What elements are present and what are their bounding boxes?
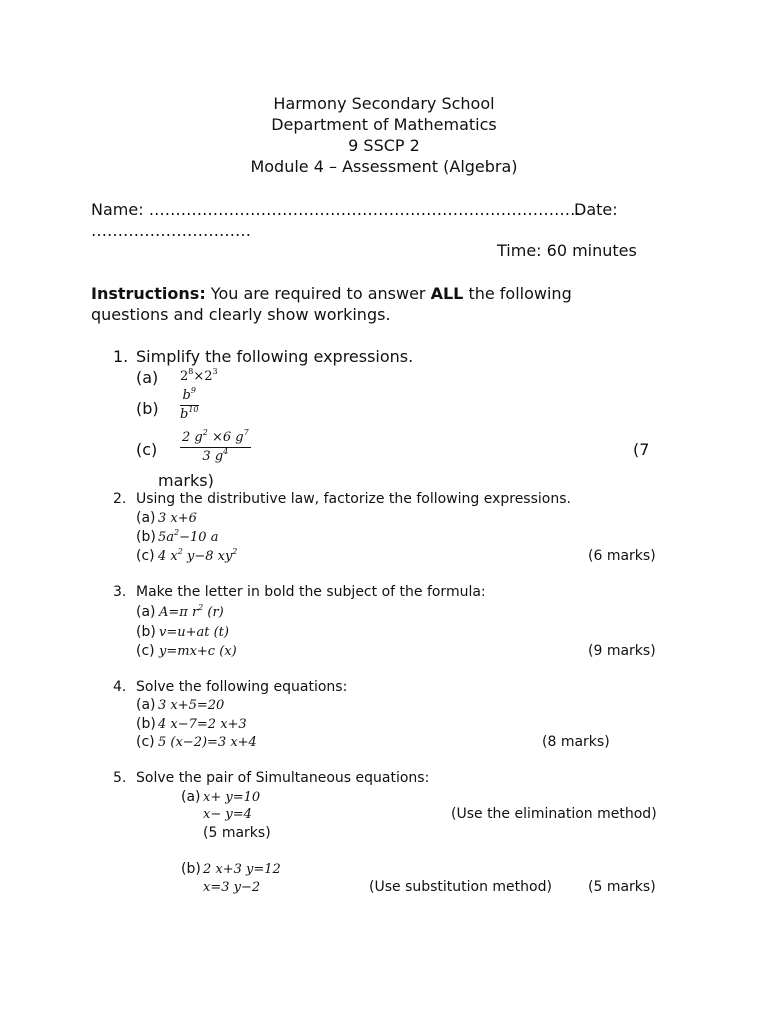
q5-a-label: (a) <box>181 789 201 805</box>
q3-number: 3. <box>113 584 127 600</box>
q4-a-label: (a) <box>136 697 156 713</box>
instructions-line2: questions and clearly show workings. <box>91 305 391 324</box>
date-label: Date: <box>574 200 618 219</box>
q2-marks: (6 marks) <box>588 548 656 564</box>
q5-number: 5. <box>113 770 127 786</box>
q3-b-expression: v=u+at (t) <box>159 625 229 640</box>
q1-c-label: (c) <box>136 440 158 459</box>
name-line <box>91 200 581 219</box>
q5-prompt: Solve the pair of Simultaneous equations: <box>136 770 430 786</box>
q5-a-equation-2: x− y=4 <box>203 807 252 822</box>
q1-a-expression: $2^8\times 2^3$ <box>180 367 218 384</box>
q1-prompt: Simplify the following expressions. <box>136 347 414 366</box>
class-name: 9 SSCP 2 <box>348 136 420 155</box>
q3-c-label: (c) <box>136 643 155 659</box>
q5-b-equation-2: x=3 y−2 <box>203 880 261 895</box>
q1-b-expression: $\frac{b^9}{b^{10}}$ <box>180 386 199 422</box>
q4-c-expression: 5 (x−2)=3 x+4 <box>158 735 257 750</box>
name-dots: ……………………………………………………………………… <box>148 200 581 219</box>
q2-b-expression: $5a^2-10$ a <box>158 528 219 545</box>
department-name: Department of Mathematics <box>271 115 497 134</box>
q4-marks: (8 marks) <box>542 734 610 750</box>
q1-b-label: (b) <box>136 399 159 418</box>
q4-a-expression: 3 x+5=20 <box>158 698 225 713</box>
q5-a-equation-1: x+ y=10 <box>203 790 261 805</box>
instructions-text-2: the following <box>463 284 572 303</box>
q5-b-marks: (5 marks) <box>588 879 656 895</box>
q2-b-label: (b) <box>136 529 156 545</box>
q3-a-expression: A=π $r^2$ (r) <box>159 603 224 620</box>
instructions-line1 <box>91 284 572 303</box>
q1-marks-open: (7 <box>633 440 650 459</box>
q4-prompt: Solve the following equations: <box>136 679 348 695</box>
time-allowed: Time: 60 minutes <box>497 241 637 260</box>
q2-number: 2. <box>113 491 127 507</box>
q4-b-label: (b) <box>136 716 156 732</box>
q5-b-equation-1: 2 x+3 y=12 <box>203 862 281 877</box>
q2-c-expression: 4 $x^2$ y−8 $xy^2$ <box>158 547 238 564</box>
instructions-text: You are required to answer <box>205 284 431 303</box>
q2-c-label: (c) <box>136 548 155 564</box>
q5-a-method: (Use the elimination method) <box>451 806 657 822</box>
q3-b-label: (b) <box>136 624 156 640</box>
q4-b-expression: 4 x−7=2 x+3 <box>158 717 247 732</box>
q1-number: 1. <box>113 347 129 366</box>
instructions-label: Instructions: <box>91 284 206 303</box>
q1-a-label: (a) <box>136 368 159 387</box>
q5-a-marks: (5 marks) <box>203 825 271 841</box>
instructions-all: ALL <box>430 284 464 303</box>
q2-a-expression: 3 x+6 <box>158 511 197 526</box>
school-name: Harmony Secondary School <box>273 94 495 113</box>
name-label: Name: <box>91 200 149 219</box>
q3-a-label: (a) <box>136 604 156 620</box>
q2-a-label: (a) <box>136 510 156 526</box>
q1-c-expression: $\frac{2 g^2 \times 6 g^7}{3 g^4}$ <box>182 428 249 464</box>
q4-number: 4. <box>113 679 127 695</box>
q2-prompt: Using the distributive law, factorize the following expressions. <box>136 491 571 507</box>
date-dots: ………………………… <box>91 221 251 240</box>
q5-b-method: (Use substitution method) <box>369 879 552 895</box>
q1-marks-close: marks) <box>158 471 214 490</box>
q5-b-label: (b) <box>181 861 201 877</box>
q3-prompt: Make the letter in bold the subject of the formula: <box>136 584 486 600</box>
module-title: Module 4 – Assessment (Algebra) <box>250 157 518 176</box>
q3-c-expression: y=mx+c (x) <box>159 644 237 659</box>
q4-c-label: (c) <box>136 734 155 750</box>
q3-marks: (9 marks) <box>588 643 656 659</box>
